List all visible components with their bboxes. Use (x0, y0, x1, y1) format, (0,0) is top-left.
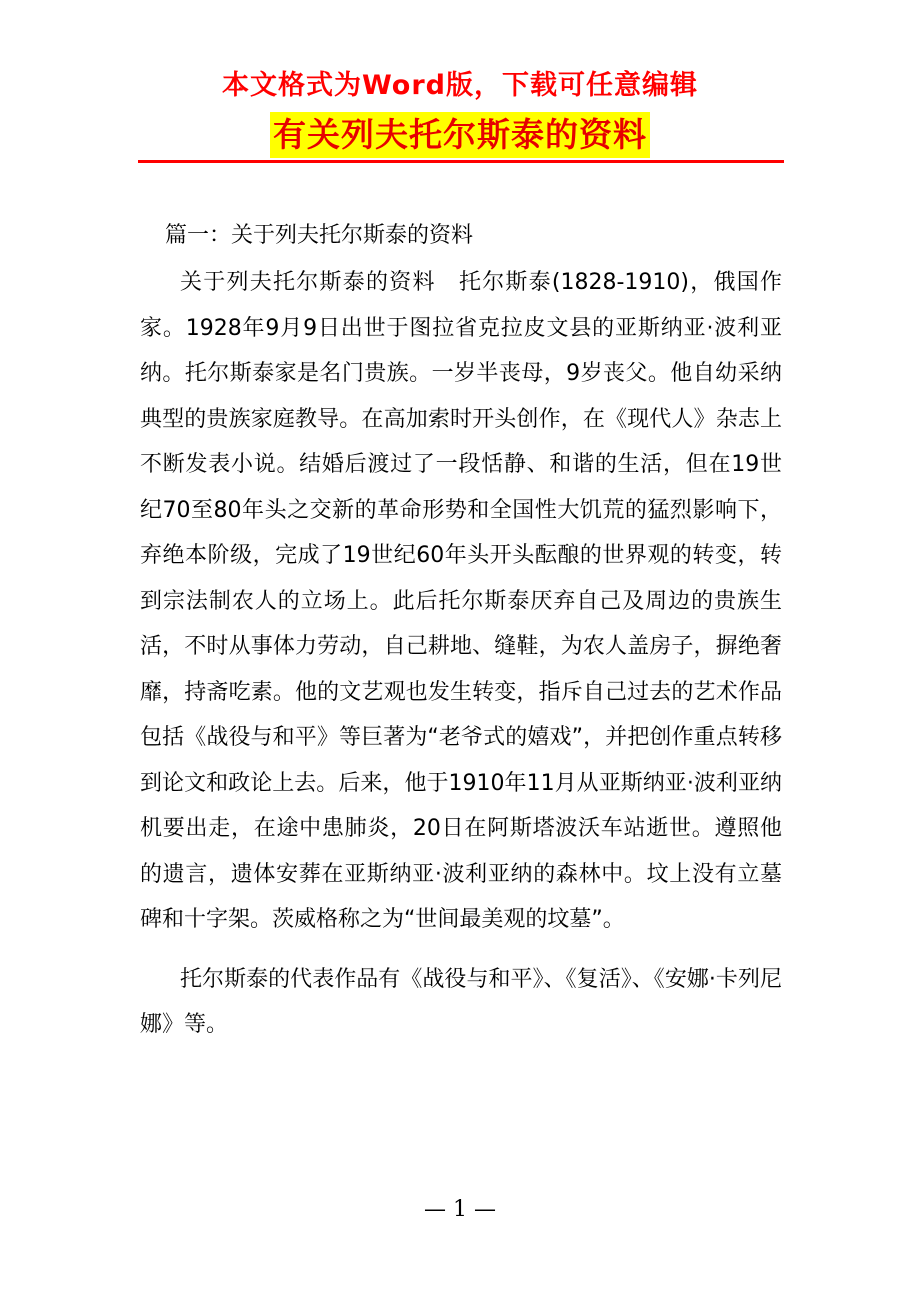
section-heading: 篇一：关于列夫托尔斯泰的资料 (165, 223, 474, 248)
paragraph: 关于列夫托尔斯泰的资料 托尔斯泰(1828-1910)，俄国作家。1928年9月9日出世于图拉省克拉皮文县的亚斯纳亚·波利亚纳。托尔斯泰家是名门贵族。一岁半丧母，9岁丧父。他自幼采纳典型的贵族家庭教导。在高加索时开头创作，在《现代人》杂志上不断发表小说。结婚后渡过了一段恬静、和谐的生活，但在19世纪70至80年头之交新的革命形势和全国性大饥荒的猛烈影响下，弃绝本阶级，完成了19世纪60年头开头酝酿的世界观的转变，转到宗法制农人的立场上。此后托尔斯泰厌弃自己及周边的贵族生活，不时从事体力劳动，自己耕地、缝鞋，为农人盖房子，摒绝奢靡，持斋吃素。他的文艺观也发生转变，指斥自己过去的艺术作品包括《战役与和平》等巨著为“老爷式的嬉戏”，并把创作重点转移到论文和政论上去。后来，他于1910年11月从亚斯纳亚·波利亚纳机要出走，在途中患肺炎，20日在阿斯塔波沃车站逝世。遵照他的遗言，遗体安葬在亚斯纳亚·波利亚纳的森林中。坟上没有立墓碑和十字架。茨威格称之为“世间最美观的坟墓”。 (140, 270, 782, 932)
document-body (140, 212, 782, 1048)
paragraph: 托尔斯泰的代表作品有《战役与和平》、《复活》、《安娜·卡列尼娜》等。 (140, 966, 782, 1037)
page-number: — 1 — (424, 1197, 496, 1222)
format-notice: 本文格式为Word版，下载可任意编辑 (221, 70, 698, 101)
document-title: 有关列夫托尔斯泰的资料 (270, 112, 650, 158)
title-divider (138, 160, 784, 163)
title-wrapper (0, 112, 920, 158)
